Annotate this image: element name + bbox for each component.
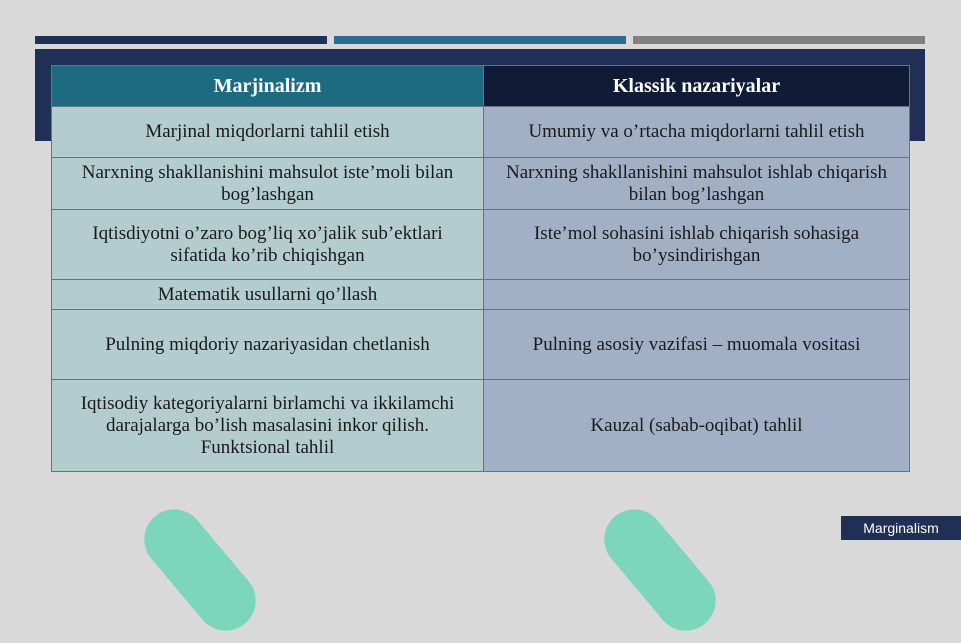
cell-right: Narxning shakllanishini mahsulot ishlab chiqarish bilan bog’lashgan: [484, 158, 910, 210]
table-row: [52, 158, 910, 210]
cell-left: Pulning miqdoriy nazariyasidan chetlanish: [52, 310, 484, 380]
cell-right: Kauzal (sabab-oqibat) tahlil: [484, 380, 910, 472]
cell-left: Narxning shakllanishini mahsulot iste’moli bilan bog’lashgan: [52, 158, 484, 210]
cell-left: Iqtisdiyotni o’zaro bog’liq xo’jalik sub’ektlari sifatida ko’rib chiqishgan: [52, 210, 484, 280]
table-row: [52, 107, 910, 158]
header-marjinalizm: Marjinalizm: [52, 66, 484, 107]
cell-right: Pulning asosiy vazifasi – muomala vositasi: [484, 310, 910, 380]
accent-bar-navy: [35, 36, 327, 44]
cell-left: Iqtisodiy kategoriyalarni birlamchi va ikkilamchi darajalarga bo’lish masalasini inkor qilish. Funktsional tahlil: [52, 380, 484, 472]
cell-right: Umumiy va o’rtacha miqdorlarni tahlil etish: [484, 107, 910, 158]
table-header-row: [52, 66, 910, 107]
cell-right: Iste’mol sohasini ishlab chiqarish sohasiga bo’ysindirishgan: [484, 210, 910, 280]
watermark-shape: [592, 497, 728, 643]
header-klassik: Klassik nazariyalar: [484, 66, 910, 107]
cell-left: Matematik usullarni qo’llash: [52, 280, 484, 310]
accent-bar-gray: [633, 36, 925, 44]
comparison-table: [51, 65, 910, 472]
table-row: [52, 210, 910, 280]
cell-right: [484, 280, 910, 310]
footer-tag: Marginalism: [841, 516, 961, 540]
watermark-shape: [132, 497, 268, 643]
table-row: [52, 280, 910, 310]
table-row: [52, 310, 910, 380]
cell-left: Marjinal miqdorlarni tahlil etish: [52, 107, 484, 158]
table-row: [52, 380, 910, 472]
accent-bar-teal: [334, 36, 626, 44]
